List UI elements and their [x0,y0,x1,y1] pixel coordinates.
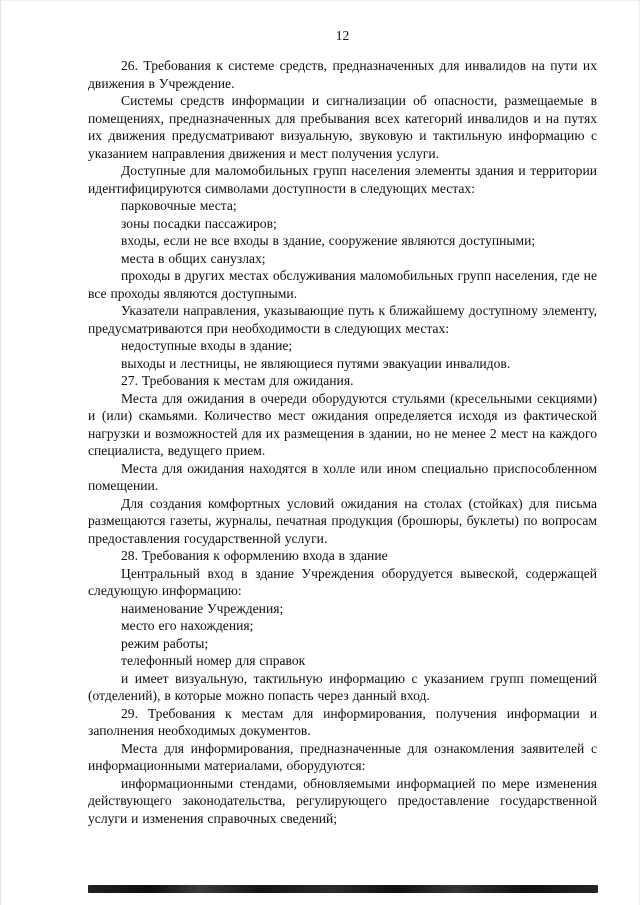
paragraph: Места для информирования, предназначенные для ознакомления заявителей с информационными материалами, оборудуются: [88,740,597,773]
list-item: входы, если не все входы в здание, сооружение являются доступными; [121,233,536,248]
paragraph: Системы средств информации и сигнализации об опасности, размещаемые в помещениях, предназначенных для пребывания всех категорий инвалидов и на путях их движения предусматривают визуальную, звуковую и тактильную информацию с указанием направления движения и мест получения услуги. [88,93,597,161]
list-item: режим работы; [121,635,209,651]
page-number: 12 [335,28,350,43]
paragraph: Для создания комфортных условий ожидания на столах (стойках) для письма размещаются газеты, журналы, печатная продукция (брошюры, буклеты) по вопросам предоставления государственной услуги. [88,495,597,546]
list-item: зоны посадки пассажиров; [121,215,277,231]
paragraph: и имеет визуальную, тактильную информацию с указанием групп помещений (отделений), в которые можно попасть через данный вход. [88,670,597,703]
list-item: места в общих санузлах; [121,250,266,266]
paragraph: Центральный вход в здание Учреждения оборудуется вывеской, содержащей следующую информацию: [88,565,597,598]
document-text [88,57,597,827]
paragraph-section-29-heading: 29. Требования к местам для информирования, получения информации и заполнения необходимых документов. [88,705,597,738]
paragraph-section-27-heading: 27. Требования к местам для ожидания. [121,373,354,388]
paragraph-section-26-heading: 26. Требования к системе средств, предназначенных для инвалидов на пути их движения в Учреждение. [88,58,597,91]
list-item: наименование Учреждения; [121,600,284,616]
list-item: телефонный номер для справок [121,653,306,668]
paragraph: информационными стендами, обновляемыми информацией по мере изменения действующего законодательства, регулирующего предоставление государственной услуги и изменения справочных сведений; [88,775,597,826]
scan-artifact-bar [88,885,598,893]
paragraph: Места для ожидания находятся в холле или ином специально приспособленном помещении. [88,460,597,493]
paragraph: Доступные для маломобильных групп населения элементы здания и территории идентифицируются символами доступности в следующих местах: [88,163,597,196]
list-item: парковочные места; [121,198,237,213]
paragraph: Указатели направления, указывающие путь к ближайшему доступному элементу, предусматриваются при необходимости в следующих местах: [88,303,597,336]
list-item: место его нахождения; [121,618,254,633]
paragraph-section-28-heading: 28. Требования к оформлению входа в здание [121,548,388,563]
list-item: проходы в других местах обслуживания маломобильных групп населения, где не все проходы являются доступными. [88,268,597,301]
paragraph: Места для ожидания в очереди оборудуются стульями (кресельными секциями) и (или) скамьями. Количество мест ожидания определяется исходя из фактической нагрузки и возможностей для их размещения в здании, но не менее 2 мест на каждого специалиста, ведущего прием. [88,390,597,458]
list-item: выходы и лестницы, не являющиеся путями эвакуации инвалидов. [121,355,511,371]
list-item: недоступные входы в здание; [121,338,293,353]
